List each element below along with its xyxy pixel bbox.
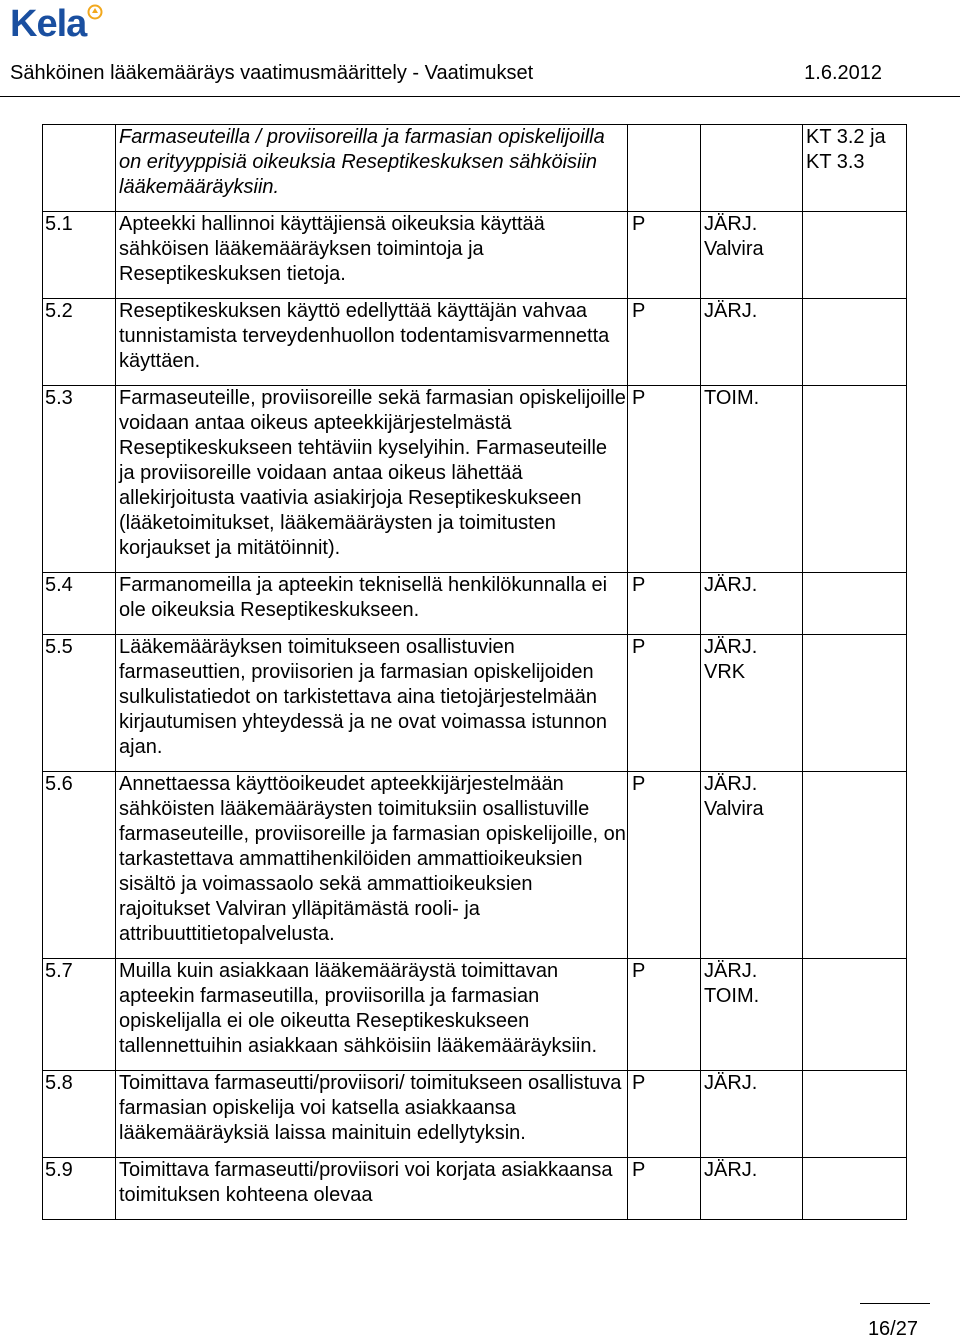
requirement-number: 5.5 [43, 635, 116, 772]
requirements-table [42, 124, 907, 1220]
requirement-responsible: JÄRJ. TOIM. [701, 959, 803, 1071]
requirement-priority: P [628, 1071, 701, 1158]
requirement-text: Farmanomeilla ja apteekin teknisellä henkilökunnalla ei ole oikeuksia Reseptikeskukseen. [116, 573, 628, 635]
kela-crown-icon [87, 4, 103, 22]
document-title: Sähköinen lääkemääräys vaatimusmäärittely - Vaatimukset [10, 62, 534, 84]
footer-divider [860, 1303, 930, 1304]
intro-num-cell [43, 125, 116, 212]
requirement-responsible: TOIM. [701, 386, 803, 573]
requirement-priority: P [628, 386, 701, 573]
requirement-row [43, 386, 907, 573]
requirement-responsible: JÄRJ. [701, 1071, 803, 1158]
requirement-number: 5.9 [43, 1158, 116, 1220]
requirement-priority: P [628, 635, 701, 772]
requirement-priority: P [628, 299, 701, 386]
intro-priority-cell [628, 125, 701, 212]
requirement-reference [803, 1158, 907, 1220]
requirement-row [43, 635, 907, 772]
requirement-number: 5.2 [43, 299, 116, 386]
document-date: 1.6.2012 [804, 62, 882, 84]
requirement-row [43, 772, 907, 959]
requirement-priority: P [628, 959, 701, 1071]
requirement-responsible: JÄRJ. Valvira [701, 772, 803, 959]
kela-logo [10, 2, 103, 46]
requirement-number: 5.8 [43, 1071, 116, 1158]
requirement-reference [803, 1071, 907, 1158]
requirement-reference [803, 959, 907, 1071]
requirement-number: 5.4 [43, 573, 116, 635]
requirement-number: 5.7 [43, 959, 116, 1071]
requirement-reference [803, 772, 907, 959]
document-header [10, 62, 882, 85]
requirement-reference [803, 212, 907, 299]
requirement-row [43, 1071, 907, 1158]
requirement-reference [803, 299, 907, 386]
intro-text: Farmaseuteilla / proviisoreilla ja farmasian opiskelijoilla on erityyppisiä oikeuksia Reseptikeskuksen sähköisiin lääkemääräyksiin. [116, 125, 628, 212]
requirement-text: Apteekki hallinnoi käyttäjiensä oikeuksia käyttää sähköisen lääkemääräyksen toimintoja ja Reseptikeskuksen tietoja. [116, 212, 628, 299]
requirement-row [43, 212, 907, 299]
requirement-priority: P [628, 772, 701, 959]
requirement-responsible: JÄRJ. [701, 1158, 803, 1220]
intro-resp-cell [701, 125, 803, 212]
requirement-responsible: JÄRJ. [701, 299, 803, 386]
requirement-priority: P [628, 212, 701, 299]
requirement-text: Reseptikeskuksen käyttö edellyttää käyttäjän vahvaa tunnistamista terveydenhuollon todentamisvarmennetta käyttäen. [116, 299, 628, 386]
requirement-priority: P [628, 1158, 701, 1220]
page-number: 16/27 [867, 1318, 918, 1340]
requirement-responsible: JÄRJ. VRK [701, 635, 803, 772]
requirement-reference [803, 386, 907, 573]
header-divider [0, 96, 960, 97]
requirement-text: Farmaseuteille, proviisoreille sekä farmasian opiskelijoille voidaan antaa oikeus apteekkijärjestelmästä Reseptikeskukseen tehtäviin kyselyihin. Farmaseuteille ja proviisoreille voidaan antaa oikeus lähettää allekirjoitusta vaativia asiakirjoja Reseptikeskukseen (lääketoimitukset, lääkemääräysten ja toimitusten korjaukset ja mitätöinnit). [116, 386, 628, 573]
requirement-number: 5.3 [43, 386, 116, 573]
requirement-responsible: JÄRJ. [701, 573, 803, 635]
requirement-text: Muilla kuin asiakkaan lääkemääräystä toimittavan apteekin farmaseutilla, proviisorilla ja farmasian opiskelijalla ei ole oikeutta Reseptikeskukseen tallennettuihin asiakkaan sähköisiin lääkemääräyksiin. [116, 959, 628, 1071]
intro-reference: KT 3.2 ja KT 3.3 [803, 125, 907, 212]
requirements-table-wrap [42, 124, 907, 1220]
requirement-number: 5.1 [43, 212, 116, 299]
requirement-number: 5.6 [43, 772, 116, 959]
requirement-text: Annettaessa käyttöoikeudet apteekkijärjestelmään sähköisten lääkemääräysten toimituksiin osallistuville farmaseuteille, proviisoreille ja farmasian opiskelijoille, on tarkastettava ammattihenkilöiden ammattioikeuksien sisältö ja voimassaolo sekä ammattioikeuksien rajoitukset Valviran ylläpitämästä rooli- ja attribuuttitietopalvelusta. [116, 772, 628, 959]
requirement-row [43, 573, 907, 635]
requirement-text: Toimittava farmaseutti/proviisori voi korjata asiakkaansa toimituksen kohteena olevaa [116, 1158, 628, 1220]
requirement-priority: P [628, 573, 701, 635]
requirement-reference [803, 573, 907, 635]
intro-row [43, 125, 907, 212]
requirement-responsible: JÄRJ. Valvira [701, 212, 803, 299]
logo-text: Kela [10, 3, 87, 45]
requirement-reference [803, 635, 907, 772]
requirement-text: Toimittava farmaseutti/proviisori/ toimitukseen osallistuva farmasian opiskelija voi katsella asiakkaansa lääkemääräyksiä laissa mainituin edellytyksin. [116, 1071, 628, 1158]
requirement-row [43, 1158, 907, 1220]
requirement-text: Lääkemääräyksen toimitukseen osallistuvien farmaseuttien, proviisorien ja farmasian opiskelijoiden sulkulistatiedot on tarkistettava aina tietojärjestelmään kirjautumisen yhteydessä ja ne ovat voimassa istunnon ajan. [116, 635, 628, 772]
requirement-row [43, 959, 907, 1071]
requirement-row [43, 299, 907, 386]
